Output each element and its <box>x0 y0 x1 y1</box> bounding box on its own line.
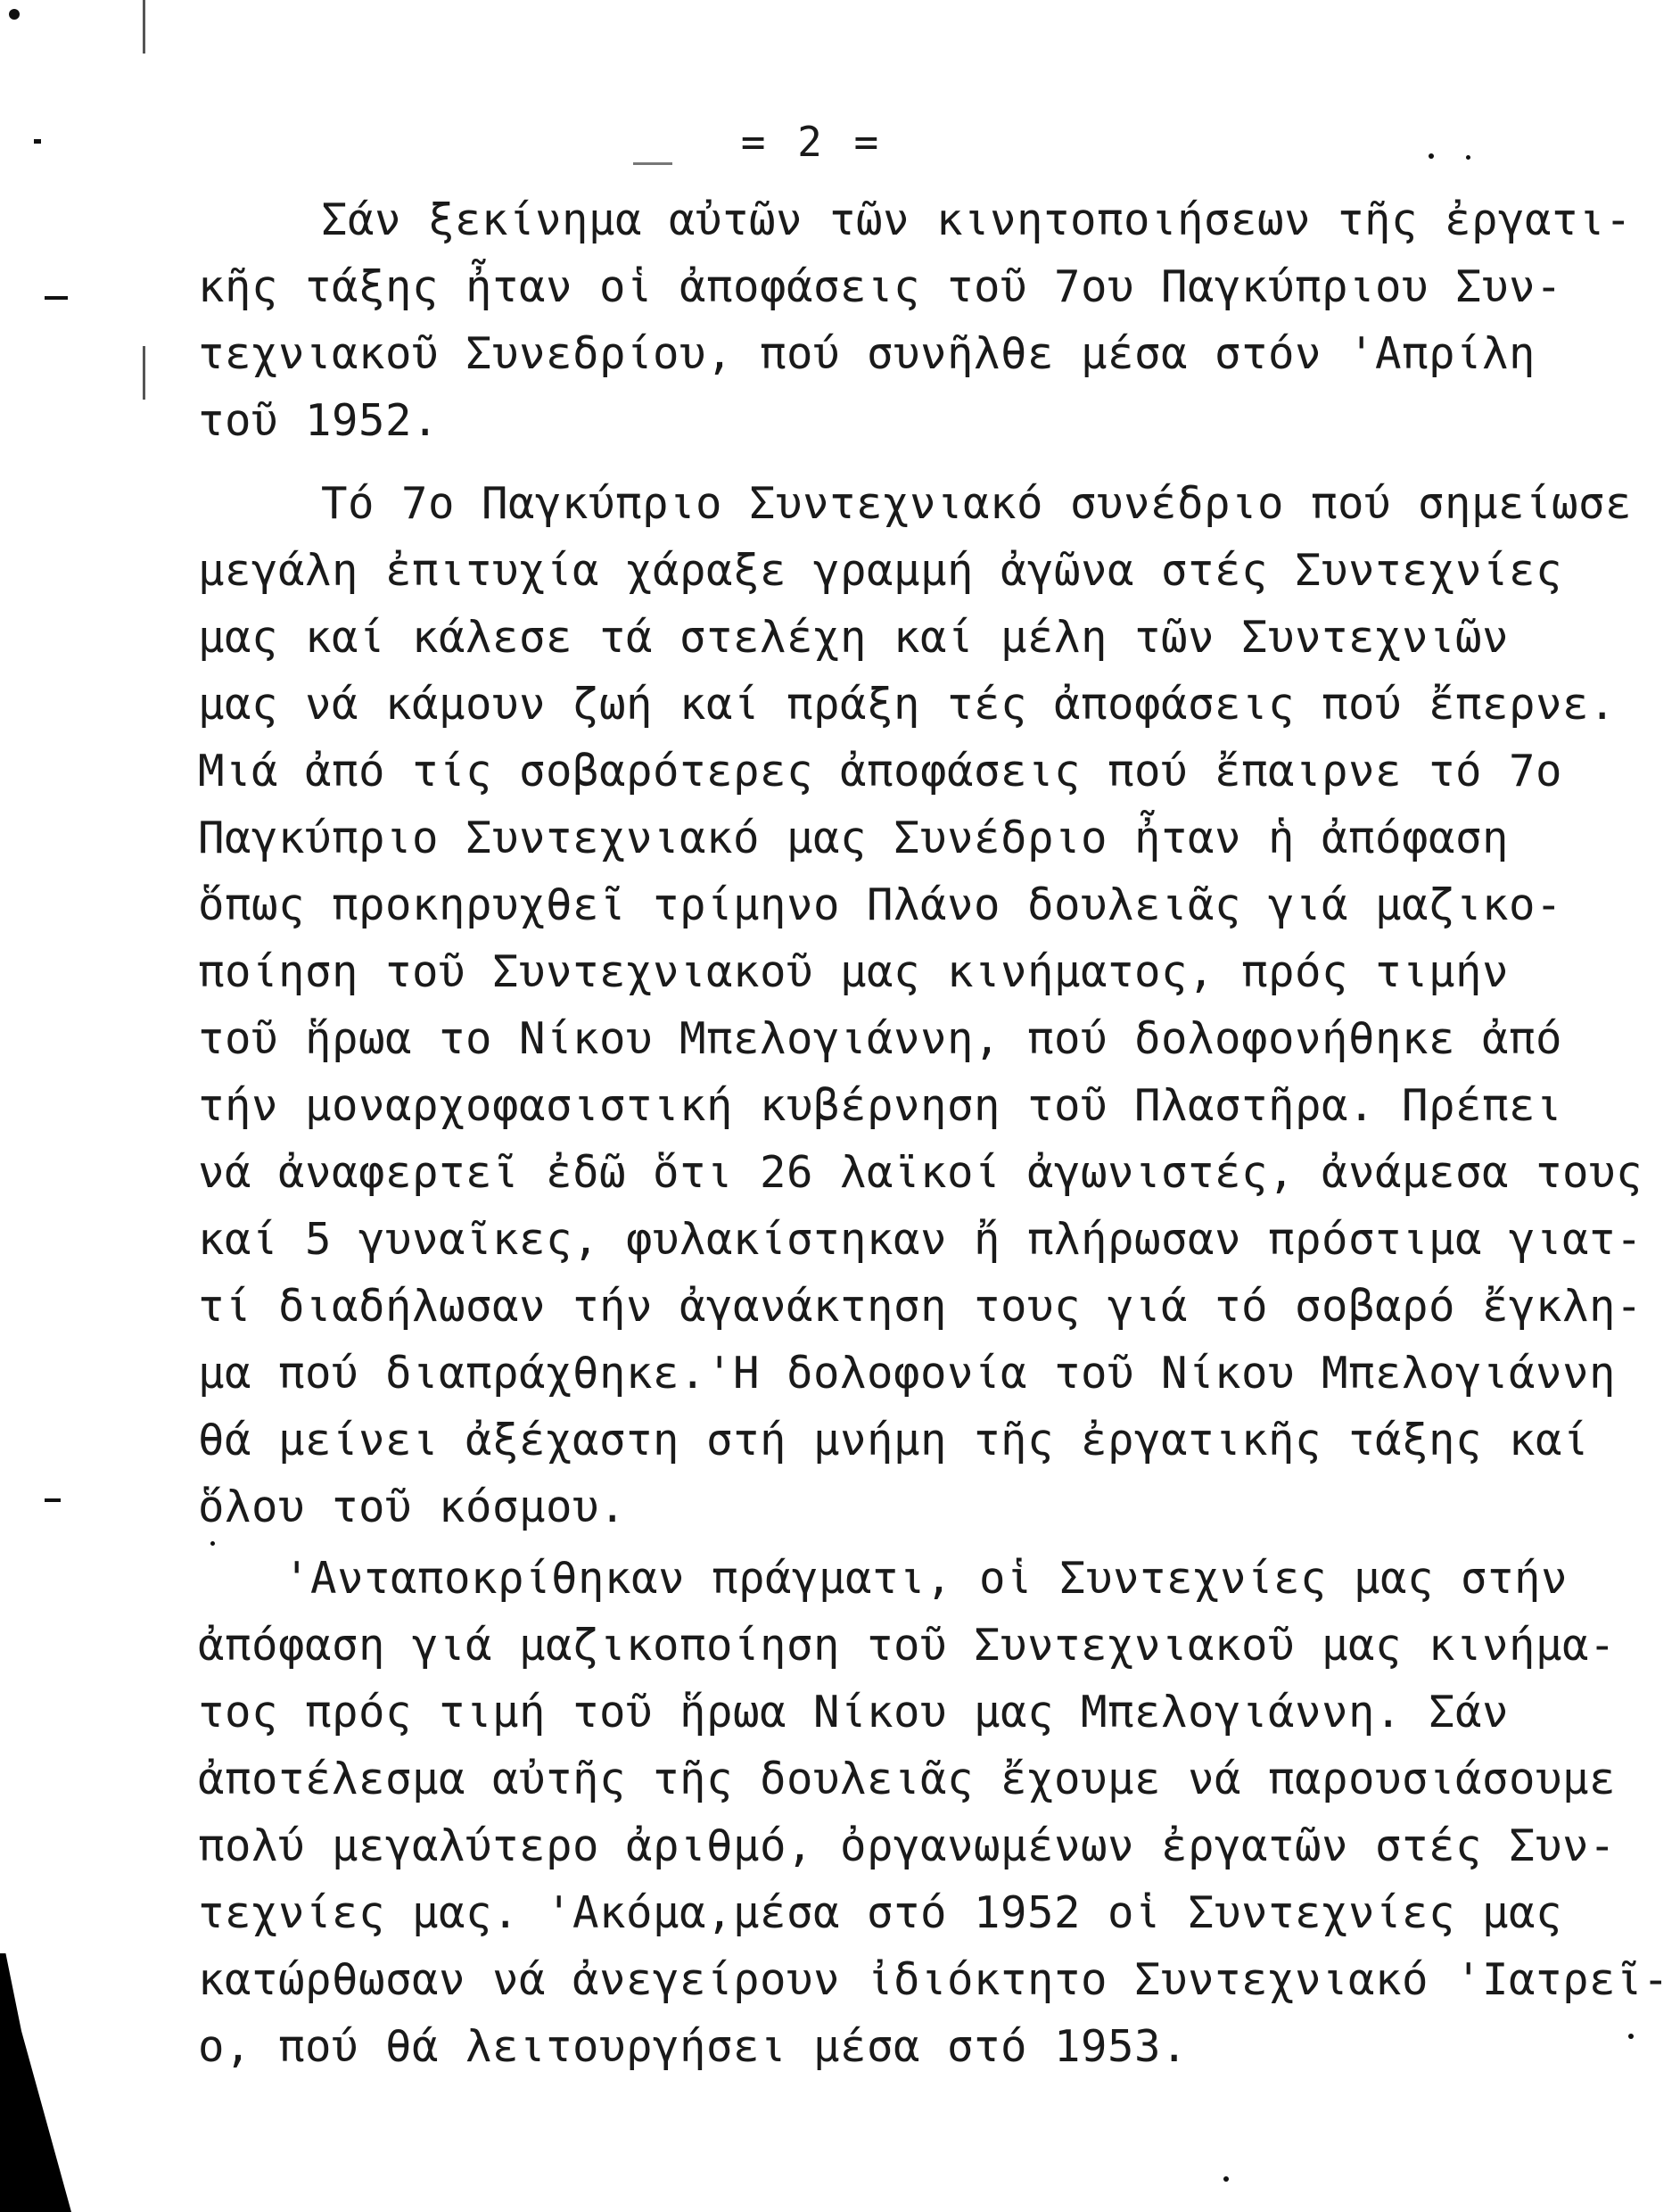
text-line: Σάν ξεκίνημα αὐτῶν τῶν κινητοποιήσεων τῆς ἐργατι- <box>321 194 1633 245</box>
text-line: ποίηση τοῦ Συντεχνιακοῦ μας κινήματος, πρός τιμήν <box>198 946 1510 997</box>
scan-mark <box>633 162 672 165</box>
scan-mark <box>45 296 68 300</box>
text-line: κατώρθωσαν νά ἀνεγείρουν ἰδιόκτητο Συντεχνιακό 'Ιατρεῖ- <box>198 1954 1670 2005</box>
text-line: μας νά κάμουν ζωή καί πράξη τές ἀποφάσεις πού ἔπερνε. <box>198 679 1617 730</box>
text-line: θά μείνει ἀξέχαστη στή μνήμη τῆς ἐργατικῆς τάξης καί <box>198 1415 1590 1465</box>
text-line: κῆς τάξης ἦταν οἱ ἀποφάσεις τοῦ 7ου Παγκύπριου Συν- <box>198 261 1563 312</box>
text-line: μεγάλη ἐπιτυχία χάραξε γραμμή ἀγῶνα στές Συντεχνίες <box>198 545 1563 596</box>
text-line: τεχνίες μας. 'Ακόμα,μέσα στό 1952 οἱ Συντεχνίες μας <box>198 1887 1563 1938</box>
scan-speck <box>1628 2034 1634 2039</box>
text-line: Τό 7ο Παγκύπριο Συντεχνιακό συνέδριο πού σημείωσε <box>321 478 1633 529</box>
scan-corner-shadow <box>0 1953 71 2212</box>
text-line: τοῦ ἥρωα το Νίκου Μπελογιάννη, πού δολοφονήθηκε ἀπό <box>198 1013 1563 1064</box>
text-line: ὅλου τοῦ κόσμου. <box>198 1482 627 1532</box>
text-line: τος πρός τιμή τοῦ ἥρωα Νίκου μας Μπελογιάννη. Σάν <box>198 1687 1510 1737</box>
text-line: ο, πού θά λειτουργήσει μέσα στό 1953. <box>198 2021 1189 2072</box>
page-number: = 2 = <box>740 118 883 166</box>
text-line: πολύ μεγαλύτερο ἀριθμό, ὀργανωμένων ἐργατῶν στές Συν- <box>198 1820 1617 1871</box>
text-line: μας καί κάλεσε τά στελέχη καί μέλη τῶν Συντεχνιῶν <box>198 612 1510 663</box>
text-line: καί 5 γυναῖκες, φυλακίστηκαν ἤ πλήρωσαν πρόστιμα γιατ- <box>198 1214 1643 1265</box>
text-line: ὅπως προκηρυχθεῖ τρίμηνο Πλάνο δουλειᾶς γιά μαζικο- <box>198 879 1563 930</box>
text-line: ἀποτέλεσμα αὐτῆς τῆς δουλειᾶς ἔχουμε νά παρουσιάσουμε <box>198 1754 1617 1804</box>
text-line: τήν μοναρχοφασιστική κυβέρνηση τοῦ Πλαστῆρα. Πρέπει <box>198 1080 1563 1131</box>
text-line: Μιά ἀπό τίς σοβαρότερες ἀποφάσεις πού ἔπαιρνε τό 7ο <box>198 746 1563 796</box>
text-line: νά ἀναφερτεῖ ἐδῶ ὅτι 26 λαϊκοί ἀγωνιστές, ἀνάμεσα τους <box>198 1147 1643 1198</box>
scan-mark <box>143 0 145 54</box>
text-line: τοῦ 1952. <box>198 395 440 446</box>
text-line: τεχνιακοῦ Συνεδρίου, πού συνῆλθε μέσα στόν 'Απρίλη <box>198 328 1536 379</box>
text-line: 'Ανταποκρίθηκαν πράγματι, οἱ Συντεχνίες μας στήν <box>284 1553 1569 1604</box>
scan-speck <box>1429 153 1434 159</box>
scan-mark <box>45 1498 61 1502</box>
scan-speck <box>1223 2176 1229 2182</box>
scan-speck <box>1466 155 1470 160</box>
text-line: μα πού διαπράχθηκε.'Η δολοφονία τοῦ Νίκου Μπελογιάννη <box>198 1348 1617 1399</box>
scan-mark <box>143 346 145 400</box>
text-line: τί διαδήλωσαν τήν ἀγανάκτηση τους γιά τό σοβαρό ἔγκλη- <box>198 1281 1643 1332</box>
scan-speck <box>34 139 41 144</box>
scan-speck <box>9 9 20 20</box>
text-line: Παγκύπριο Συντεχνιακό μας Συνέδριο ἦταν ἡ ἀπόφαση <box>198 813 1510 863</box>
scan-speck <box>210 1541 215 1546</box>
text-line: ἀπόφαση γιά μαζικοποίηση τοῦ Συντεχνιακοῦ μας κινήμα- <box>198 1620 1617 1671</box>
